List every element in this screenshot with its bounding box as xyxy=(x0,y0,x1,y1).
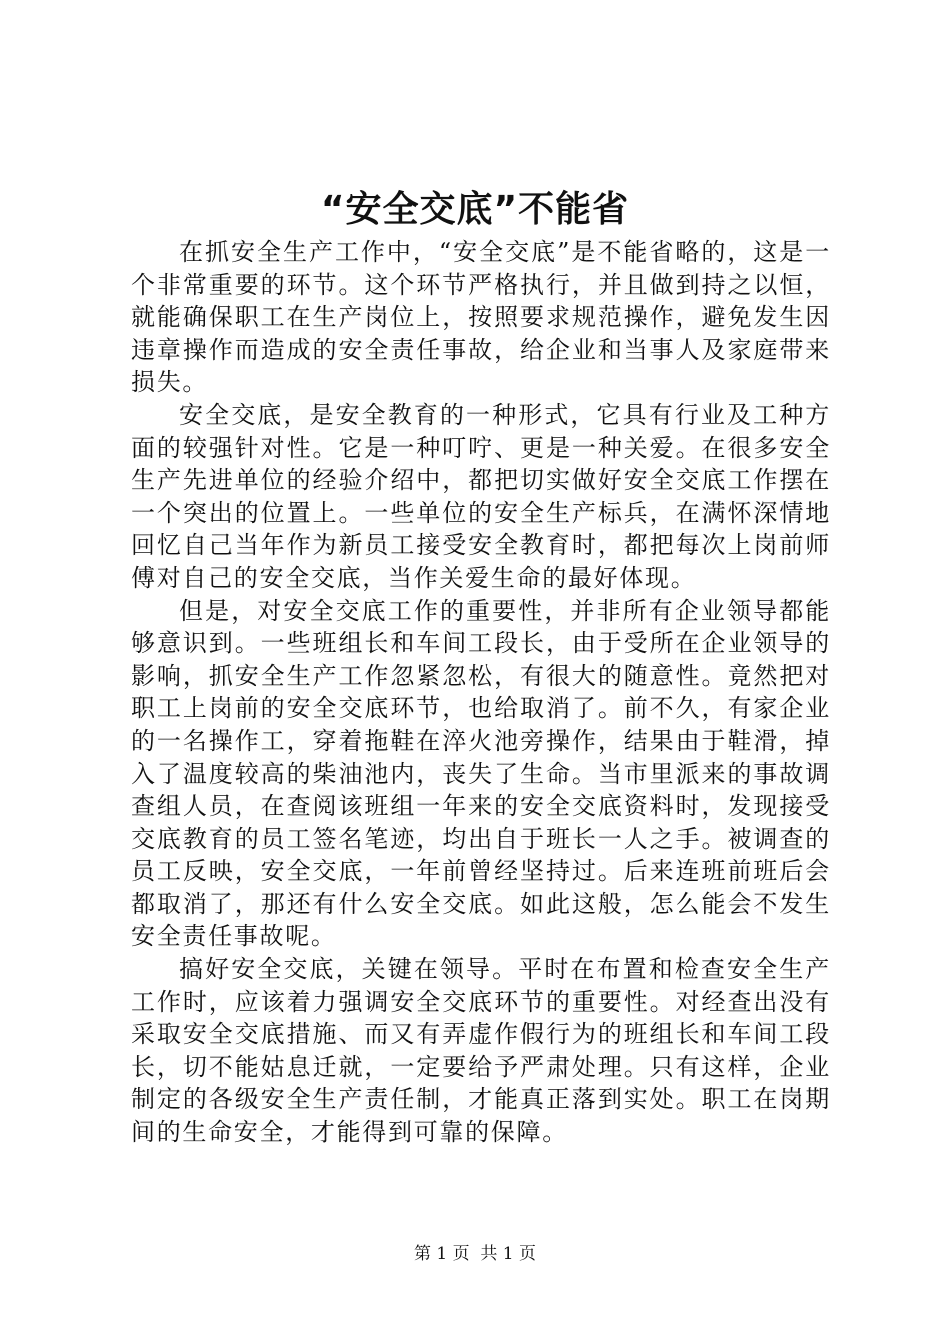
page-footer xyxy=(0,1242,950,1266)
document-body xyxy=(131,236,831,1149)
page-total: 共 1 页 xyxy=(480,1244,537,1264)
page-number: 第 1 页 xyxy=(413,1244,470,1264)
paragraph-3: 但是，对安全交底工作的重要性，并非所有企业领导都能够意识到。一些班组长和车间工段长，由于受所在企业领导的影响，抓安全生产工作忽紧忽松，有很大的随意性。竟然把对职工上岗前的安全交底环节，也给取消了。前不久，有家企业的一名操作工，穿着拖鞋在淬火池旁操作，结果由于鞋滑，掉入了温度较高的柴油池内，丧失了生命。当市里派来的事故调查组人员，在查阅该班组一年来的安全交底资料时，发现接受交底教育的员工签名笔迹，均出自于班长一人之手。被调查的员工反映，安全交底，一年前曾经坚持过。后来连班前班后会都取消了，那还有什么安全交底。如此这般，怎么能会不发生安全责任事故呢。 xyxy=(131,596,831,951)
paragraph-2: 安全交底，是安全教育的一种形式，它具有行业及工种方面的较强针对性。它是一种叮咛、更是一种关爱。在很多安全生产先进单位的经验介绍中，都把切实做好安全交底工作摆在一个突出的位置上。一些单位的安全生产标兵，在满怀深情地回忆自己当年作为新员工接受安全教育时，都把每次上岗前师傅对自己的安全交底，当作关爱生命的最好体现。 xyxy=(131,400,831,592)
paragraph-4: 搞好安全交底，关键在领导。平时在布置和检查安全生产工作时，应该着力强调安全交底环节的重要性。对经查出没有采取安全交底措施、而又有弄虚作假行为的班组长和车间工段长，切不能姑息迁就，一定要给予严肃处理。只有这样，企业制定的各级安全生产责任制，才能真正落到实处。职工在岗期间的生命安全，才能得到可靠的保障。 xyxy=(131,955,831,1147)
paragraph-1: 在抓安全生产工作中，“安全交底”是不能省略的，这是一个非常重要的环节。这个环节严格执行，并且做到持之以恒，就能确保职工在生产岗位上，按照要求规范操作，避免发生因违章操作而造成的安全责任事故，给企业和当事人及家庭带来损失。 xyxy=(131,238,831,397)
document-title: “安全交底”不能省 xyxy=(320,189,630,230)
